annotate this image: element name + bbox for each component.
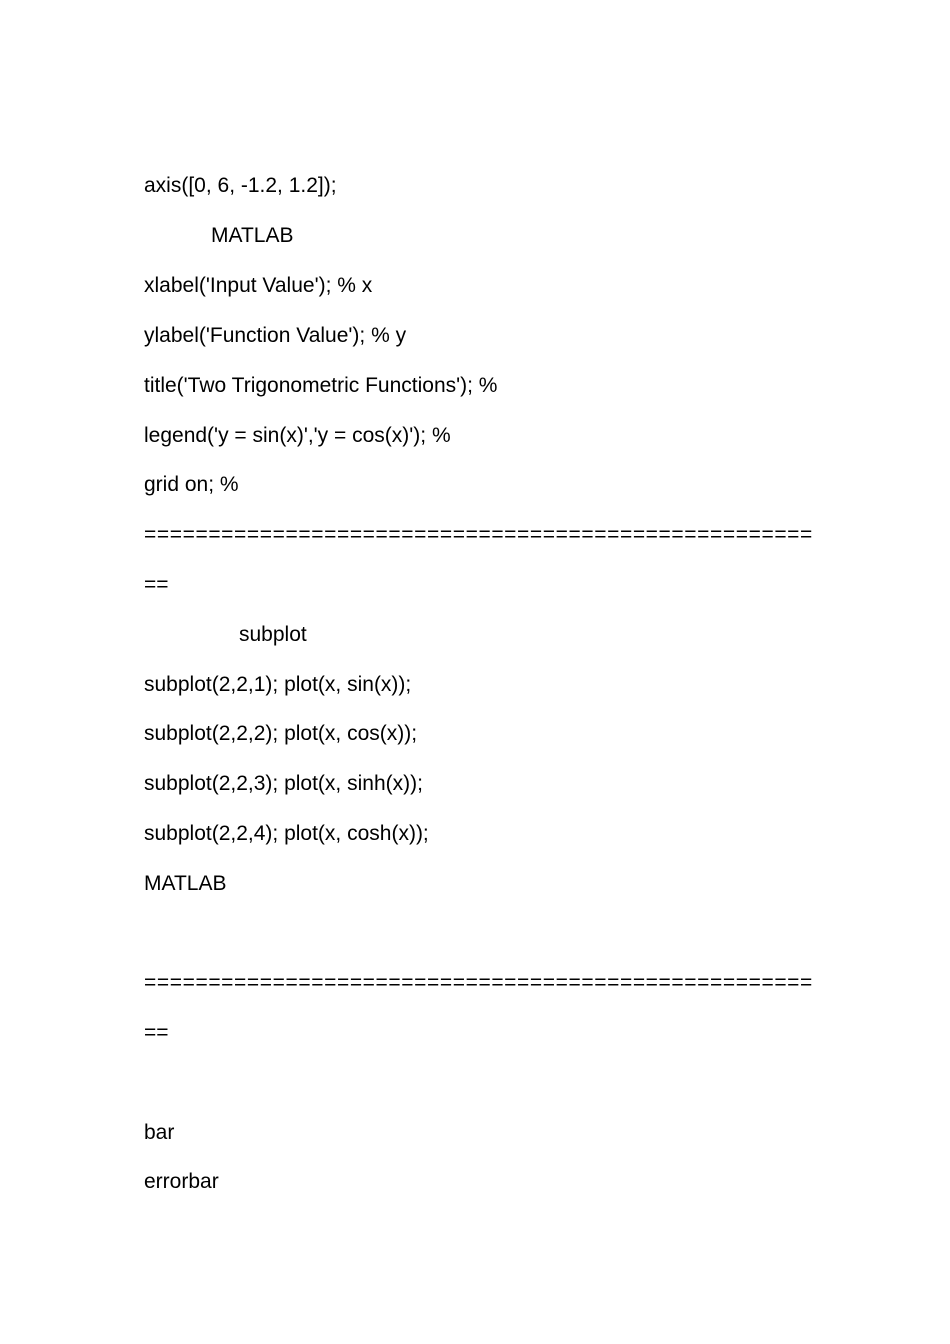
- code-line-subplot-4: subplot(2,2,4); plot(x, cosh(x));: [144, 822, 429, 845]
- code-line-xlabel: xlabel('Input Value'); % x: [144, 274, 373, 297]
- code-line-legend: legend('y = sin(x)','y = cos(x)'); %: [144, 424, 451, 447]
- text-line-bar: bar: [144, 1121, 175, 1144]
- separator-rule: ====================================================: [144, 971, 813, 994]
- code-line-grid: grid on; %: [144, 473, 239, 496]
- code-line-axis: axis([0, 6, -1.2, 1.2]);: [144, 174, 337, 197]
- heading-subplot: subplot: [239, 623, 307, 646]
- separator-rule-tail: ==: [144, 1021, 169, 1044]
- separator-rule-tail: ==: [144, 573, 169, 596]
- text-line-errorbar: errorbar: [144, 1170, 219, 1193]
- code-line-subplot-3: subplot(2,2,3); plot(x, sinh(x));: [144, 772, 423, 795]
- code-line-ylabel: ylabel('Function Value'); % y: [144, 324, 407, 347]
- text-line-matlab: MATLAB: [144, 872, 227, 895]
- separator-rule: ====================================================: [144, 523, 813, 546]
- code-line-title: title('Two Trigonometric Functions'); %: [144, 374, 498, 397]
- heading-matlab: MATLAB: [211, 224, 294, 247]
- code-line-subplot-1: subplot(2,2,1); plot(x, sin(x));: [144, 673, 412, 696]
- code-line-subplot-2: subplot(2,2,2); plot(x, cos(x));: [144, 722, 418, 745]
